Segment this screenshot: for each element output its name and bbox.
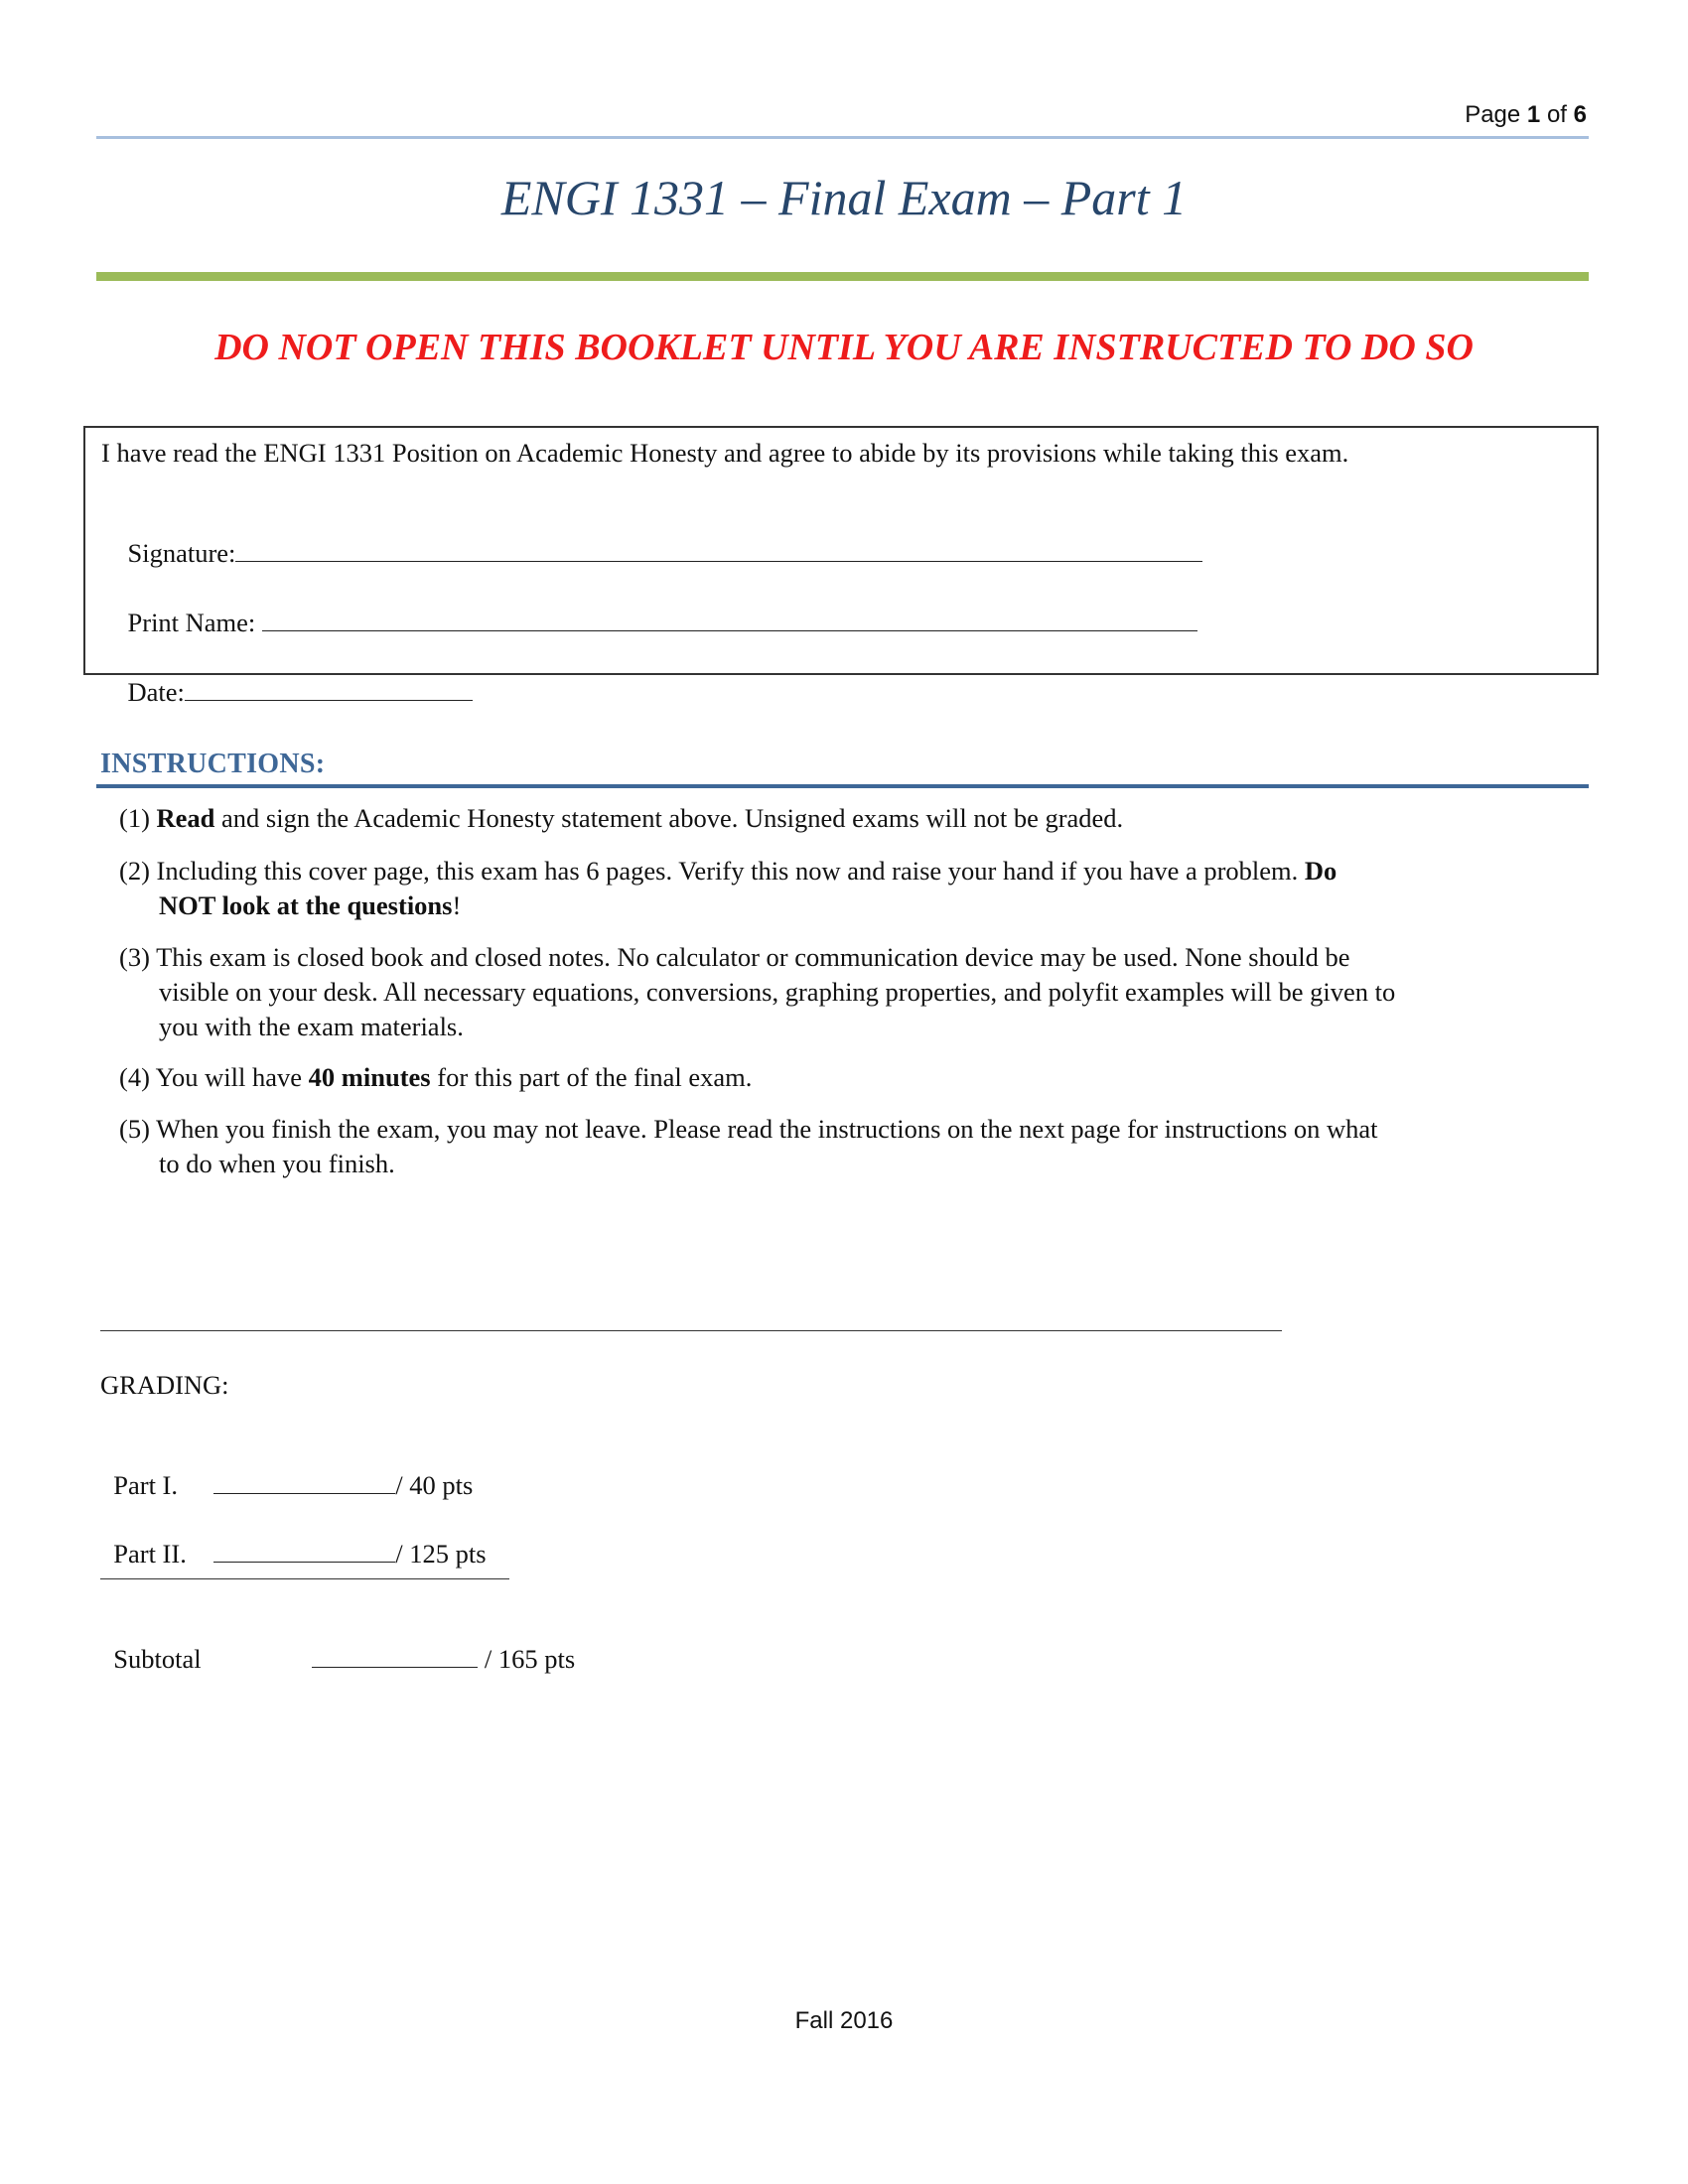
subtotal-score-blank[interactable] xyxy=(312,1645,478,1668)
academic-honesty-box xyxy=(83,426,1599,707)
instruction-item-5: (5) When you finish the exam, you may not leave. Please read the instructions on the next page for instructions on what to do when you finish. xyxy=(119,1114,1378,1178)
page-label: Page xyxy=(1465,101,1521,128)
print-name-blank[interactable] xyxy=(262,609,1197,631)
grading-row-part1: Part I. / 40 pts xyxy=(113,1470,474,1500)
page-number xyxy=(1465,101,1587,129)
grading-row-part2: Part II. / 125 pts xyxy=(113,1539,487,1569)
instructions-divider xyxy=(96,784,1589,788)
warning-banner: DO NOT OPEN THIS BOOKLET UNTIL YOU ARE INSTRUCTED TO DO SO xyxy=(214,327,1474,368)
grading-heading: GRADING: xyxy=(100,1370,229,1400)
date-field[interactable] xyxy=(101,646,473,739)
page-total: 6 xyxy=(1573,101,1587,128)
page-current: 1 xyxy=(1526,101,1541,128)
part2-score-blank[interactable] xyxy=(213,1540,395,1563)
date-blank[interactable] xyxy=(185,678,473,701)
grading-row-subtotal: Subtotal / 165 pts xyxy=(113,1644,576,1674)
print-name-label: Print Name: xyxy=(127,608,256,637)
subtotal-separator xyxy=(100,1578,509,1579)
footer-term: Fall 2016 xyxy=(794,2007,894,2034)
signature-label: Signature: xyxy=(127,538,236,568)
page-of: of xyxy=(1546,101,1567,128)
date-label: Date: xyxy=(127,677,185,707)
header-divider xyxy=(96,136,1589,139)
instruction-item-1: (1) Read and sign the Academic Honesty statement above. Unsigned exams will not be graded. xyxy=(119,803,1124,833)
signature-blank[interactable] xyxy=(235,539,1202,562)
instruction-item-4: (4) You will have 40 minutes for this part of the final exam. xyxy=(119,1062,753,1092)
instructions-heading: INSTRUCTIONS: xyxy=(100,749,326,779)
grading-separator xyxy=(100,1330,1282,1331)
honesty-statement: I have read the ENGI 1331 Position on Academic Honesty and agree to abide by its provisions while taking this exam. xyxy=(101,438,1349,468)
part1-score-blank[interactable] xyxy=(213,1471,395,1494)
title-divider xyxy=(96,272,1589,281)
instruction-item-3: (3) This exam is closed book and closed notes. No calculator or communication device may be used. None should be visible on your desk. All necessary equations, conversions, graphing properties, and polyfit examples will be given to you with the exam materials. xyxy=(119,942,1396,1041)
page-title: ENGI 1331 – Final Exam – Part 1 xyxy=(500,170,1188,225)
instruction-item-2: (2) Including this cover page, this exam has 6 pages. Verify this now and raise your hand if you have a problem. Do NOT look at the questions! xyxy=(119,856,1337,920)
